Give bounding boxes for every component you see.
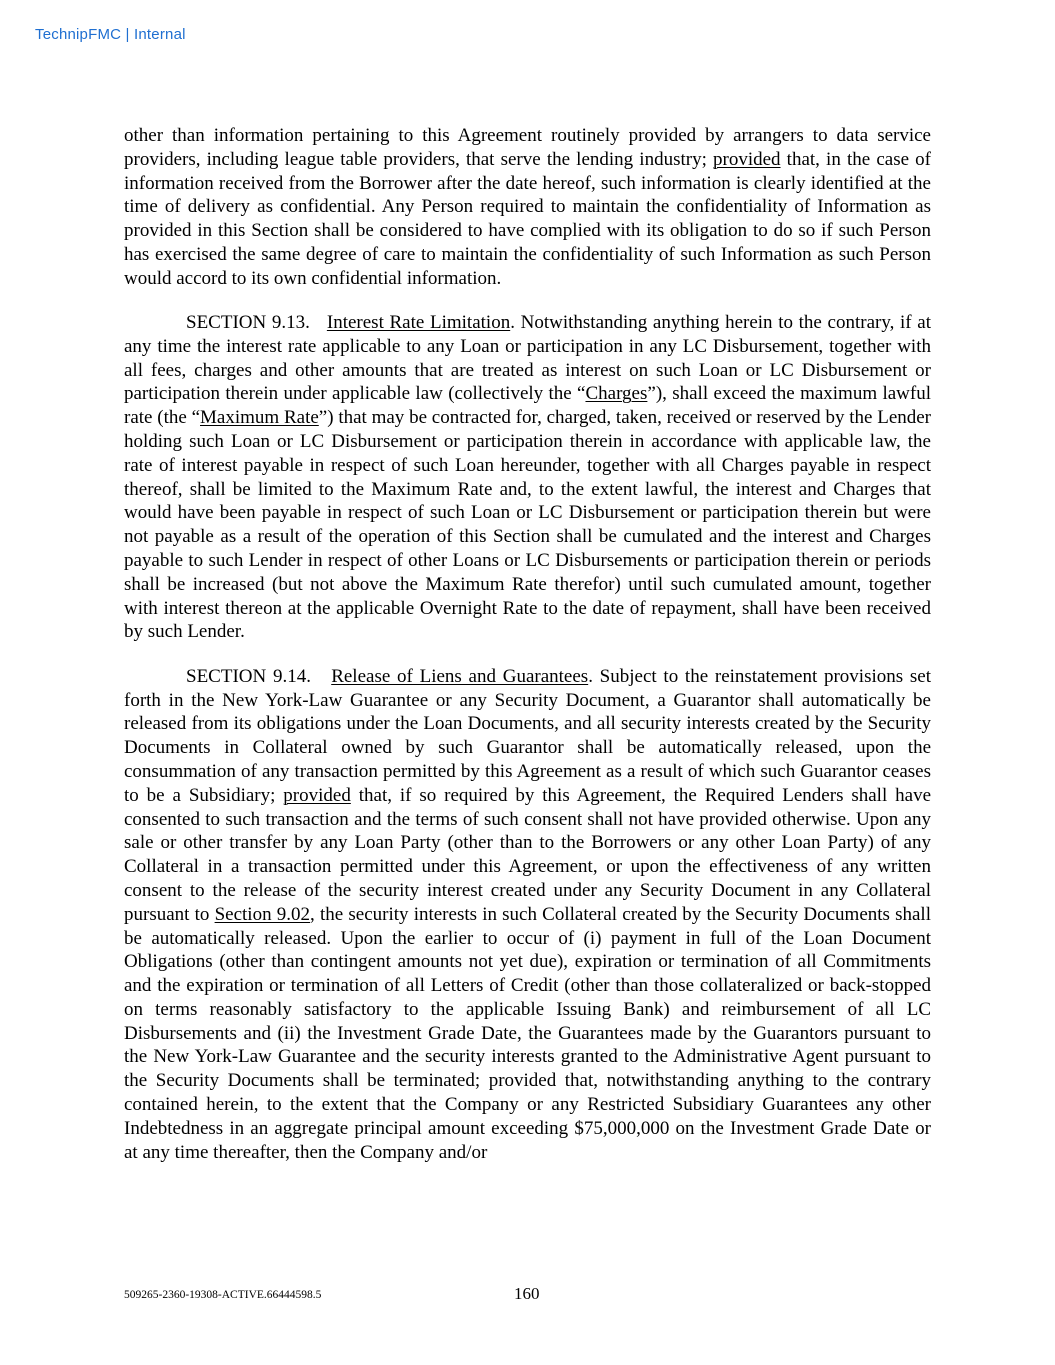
defined-term-provided: provided xyxy=(283,784,351,806)
defined-term-maximum-rate: Maximum Rate xyxy=(200,407,319,429)
paragraph-text: ”), shall exceed the maximum lawful rate (the “ xyxy=(124,383,931,429)
page-number: 160 xyxy=(514,1284,540,1303)
paragraph-text: . Subject to the reinstatement provisions set forth in the New York-Law Guarantee or any Security Document, a Guarantor shall automatically be released from its obligations under the Loan Documents, and all security interests created by the Security Documents in Collateral owned by such Guarantor shall be automatically released, upon the consummation of any transaction permitted by this Agreement as a result of which such Guarantor ceases to be a Subsidiary; xyxy=(124,665,931,806)
paragraph-text: that, in the case of information received from the Borrower after the date hereof, such information is clearly identified at the time of delivery as confidential. Any Person required to maintain the confidentiality of Information as provided in this Section shall be considered to have complied with its obligation to do so if such Person has exercised the same degree of care to maintain the confidentiality of such Information as such Person would accord to its own confidential information. xyxy=(124,148,931,289)
section-title: Release of Liens and Guarantees xyxy=(331,665,589,687)
section-9-14 xyxy=(124,665,931,1165)
section-number: SECTION 9.14. xyxy=(186,665,311,687)
section-9-13 xyxy=(124,311,931,644)
defined-term-charges: Charges xyxy=(585,383,648,405)
paragraph-text: other than information pertaining to this Agreement routinely provided by arrangers to data service providers, including league table providers, that serve the lending industry; xyxy=(124,125,931,170)
paragraph-text: that, if so required by this Agreement, the Required Lenders shall have consented to such transaction and the terms of such consent shall not have provided otherwise. Upon any sale or other transfer by any Loan Party (other than to the Borrowers or any other Loan Party) of any Collateral in a transaction permitted under this Agreement, or upon the effectiveness of any written consent to the release of the security interest created under any Security Document in any Collateral pursuant to xyxy=(124,784,932,925)
section-title: Interest Rate Limitation xyxy=(326,312,511,334)
paragraph-text: , the security interests in such Collateral created by the Security Documents shall be automatically released. Upon the earlier to occur of (i) payment in full of the Loan Document Obligations (other than contingent amounts not yet due), expiration or termination of all Commitments and the expiration or termination of all Letters of Credit (other than those collateralized or back-stopped on terms reasonably satisfactory to the applicable Issuing Bank) and reimbursement of all LC Disbursements and (ii) the Investment Grade Date, the Guarantees made by the Guarantors pursuant to the New York-Law Guarantee and the security interests granted to the Administrative Agent pursuant to the Security Documents shall be terminated; provided that, notwithstanding anything to the contrary contained herein, to the extent that the Company or any Restricted Subsidiary Guarantees any other Indebtedness in an aggregate principal amount exceeding $75,000,000 on the Investment Grade Date or at any time thereafter, then the Company and/or xyxy=(124,903,931,1163)
defined-term-provided: provided xyxy=(713,148,781,170)
paragraph-text: . Notwithstanding anything herein to the contrary, if at any time the interest rate applicable to any Loan or participation in any LC Disbursement, together with all fees, charges and other amounts that are treated as interest on such Loan or LC Disbursement or participation therein under applicable law (collectively the “ xyxy=(124,312,931,405)
classification-label: TechnipFMC | Internal xyxy=(35,26,186,43)
footer-document-id: 509265-2360-19308-ACTIVE.66444598.5 xyxy=(124,1289,322,1301)
paragraph-confidentiality-continued xyxy=(124,124,931,291)
document-body xyxy=(124,124,931,1185)
cross-reference-section-9-02: Section 9.02 xyxy=(214,903,311,925)
section-number: SECTION 9.13. xyxy=(186,312,310,334)
paragraph-text: ”) that may be contracted for, charged, taken, received or reserved by the Lender holding such Loan or LC Disbursement or participation therein in accordance with applicable law, the rate of interest payable in respect of such Loan hereunder, together with all Charges payable in respect thereof, shall be limited to the Maximum Rate and, to the extent lawful, the interest and Charges that would have been payable in respect of such Loan or LC Disbursement or participation therein but were not payable as a result of the operation of this Section shall be cumulated and the interest and Charges payable to such Lender in respect of other Loans or LC Disbursements or participation therein or periods shall be increased (but not above the Maximum Rate therefor) until such cumulated amount, together with interest thereon at the applicable Overnight Rate to the date of repayment, shall have been received by such Lender. xyxy=(124,407,932,643)
